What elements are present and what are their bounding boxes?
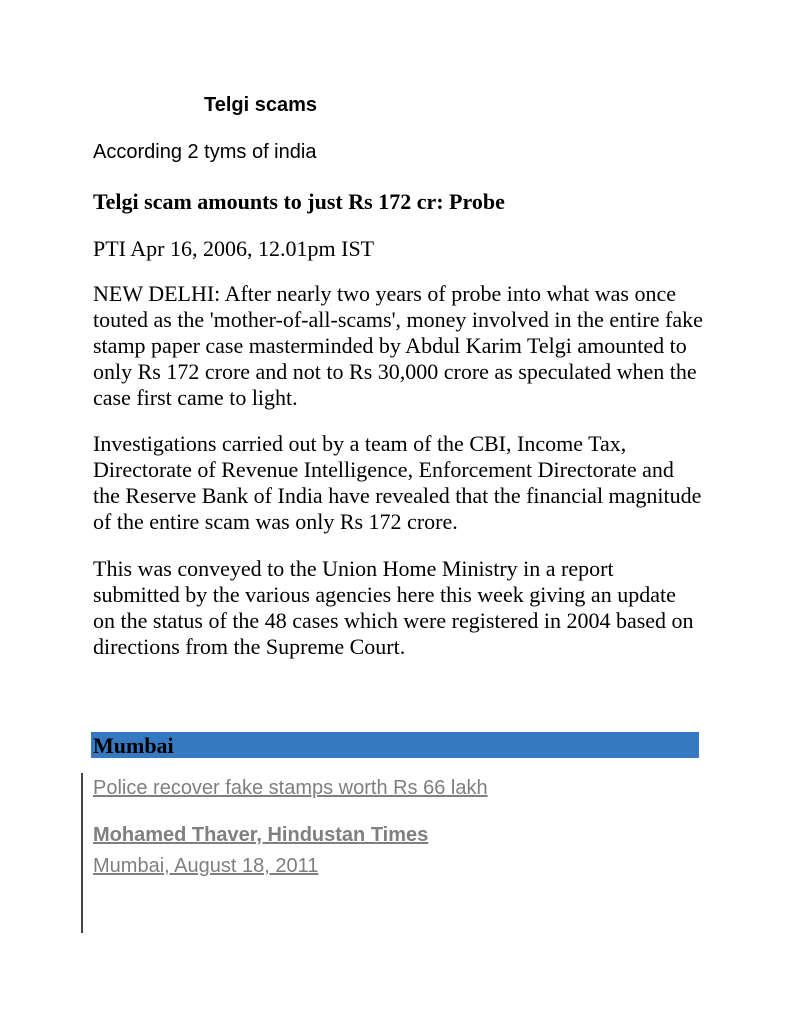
quote-border-line	[81, 773, 83, 933]
article-paragraph: NEW DELHI: After nearly two years of probe into what was once touted as the 'mother-of-all-scams', money involved in the entire fake stamp paper case masterminded by Abdul Karim Telgi amounted to only Rs 172 crore and not to Rs 30,000 crore as speculated when the case first came to light.	[93, 281, 703, 410]
document-title: Telgi scams	[204, 94, 318, 116]
article-paragraph: Investigations carried out by a team of the CBI, Income Tax, Directorate of Revenue Intelligence, Enforcement Directorate and the Reserve Bank of India have revealed that the financial magnitude of the entire scam was only Rs 172 crore.	[93, 431, 702, 534]
story-headline-link[interactable]: Police recover fake stamps worth Rs 66 lakh	[93, 777, 488, 799]
article-paragraph: This was conveyed to the Union Home Ministry in a report submitted by the various agencies here this week giving an update on the status of the 48 cases which were registered in 2004 based on directions from the Supreme Court.	[93, 556, 694, 659]
author-link[interactable]: Mohamed Thaver, Hindustan Times	[93, 824, 429, 846]
section-header-bar	[91, 732, 699, 758]
article-dateline: PTI Apr 16, 2006, 12.01pm IST	[93, 236, 375, 261]
section-label: Mumbai	[93, 733, 174, 758]
dateline-link[interactable]: Mumbai, August 18, 2011	[93, 855, 319, 877]
article-headline: Telgi scam amounts to just Rs 172 cr: Probe	[93, 189, 505, 214]
source-line: According 2 tyms of india	[93, 141, 317, 163]
